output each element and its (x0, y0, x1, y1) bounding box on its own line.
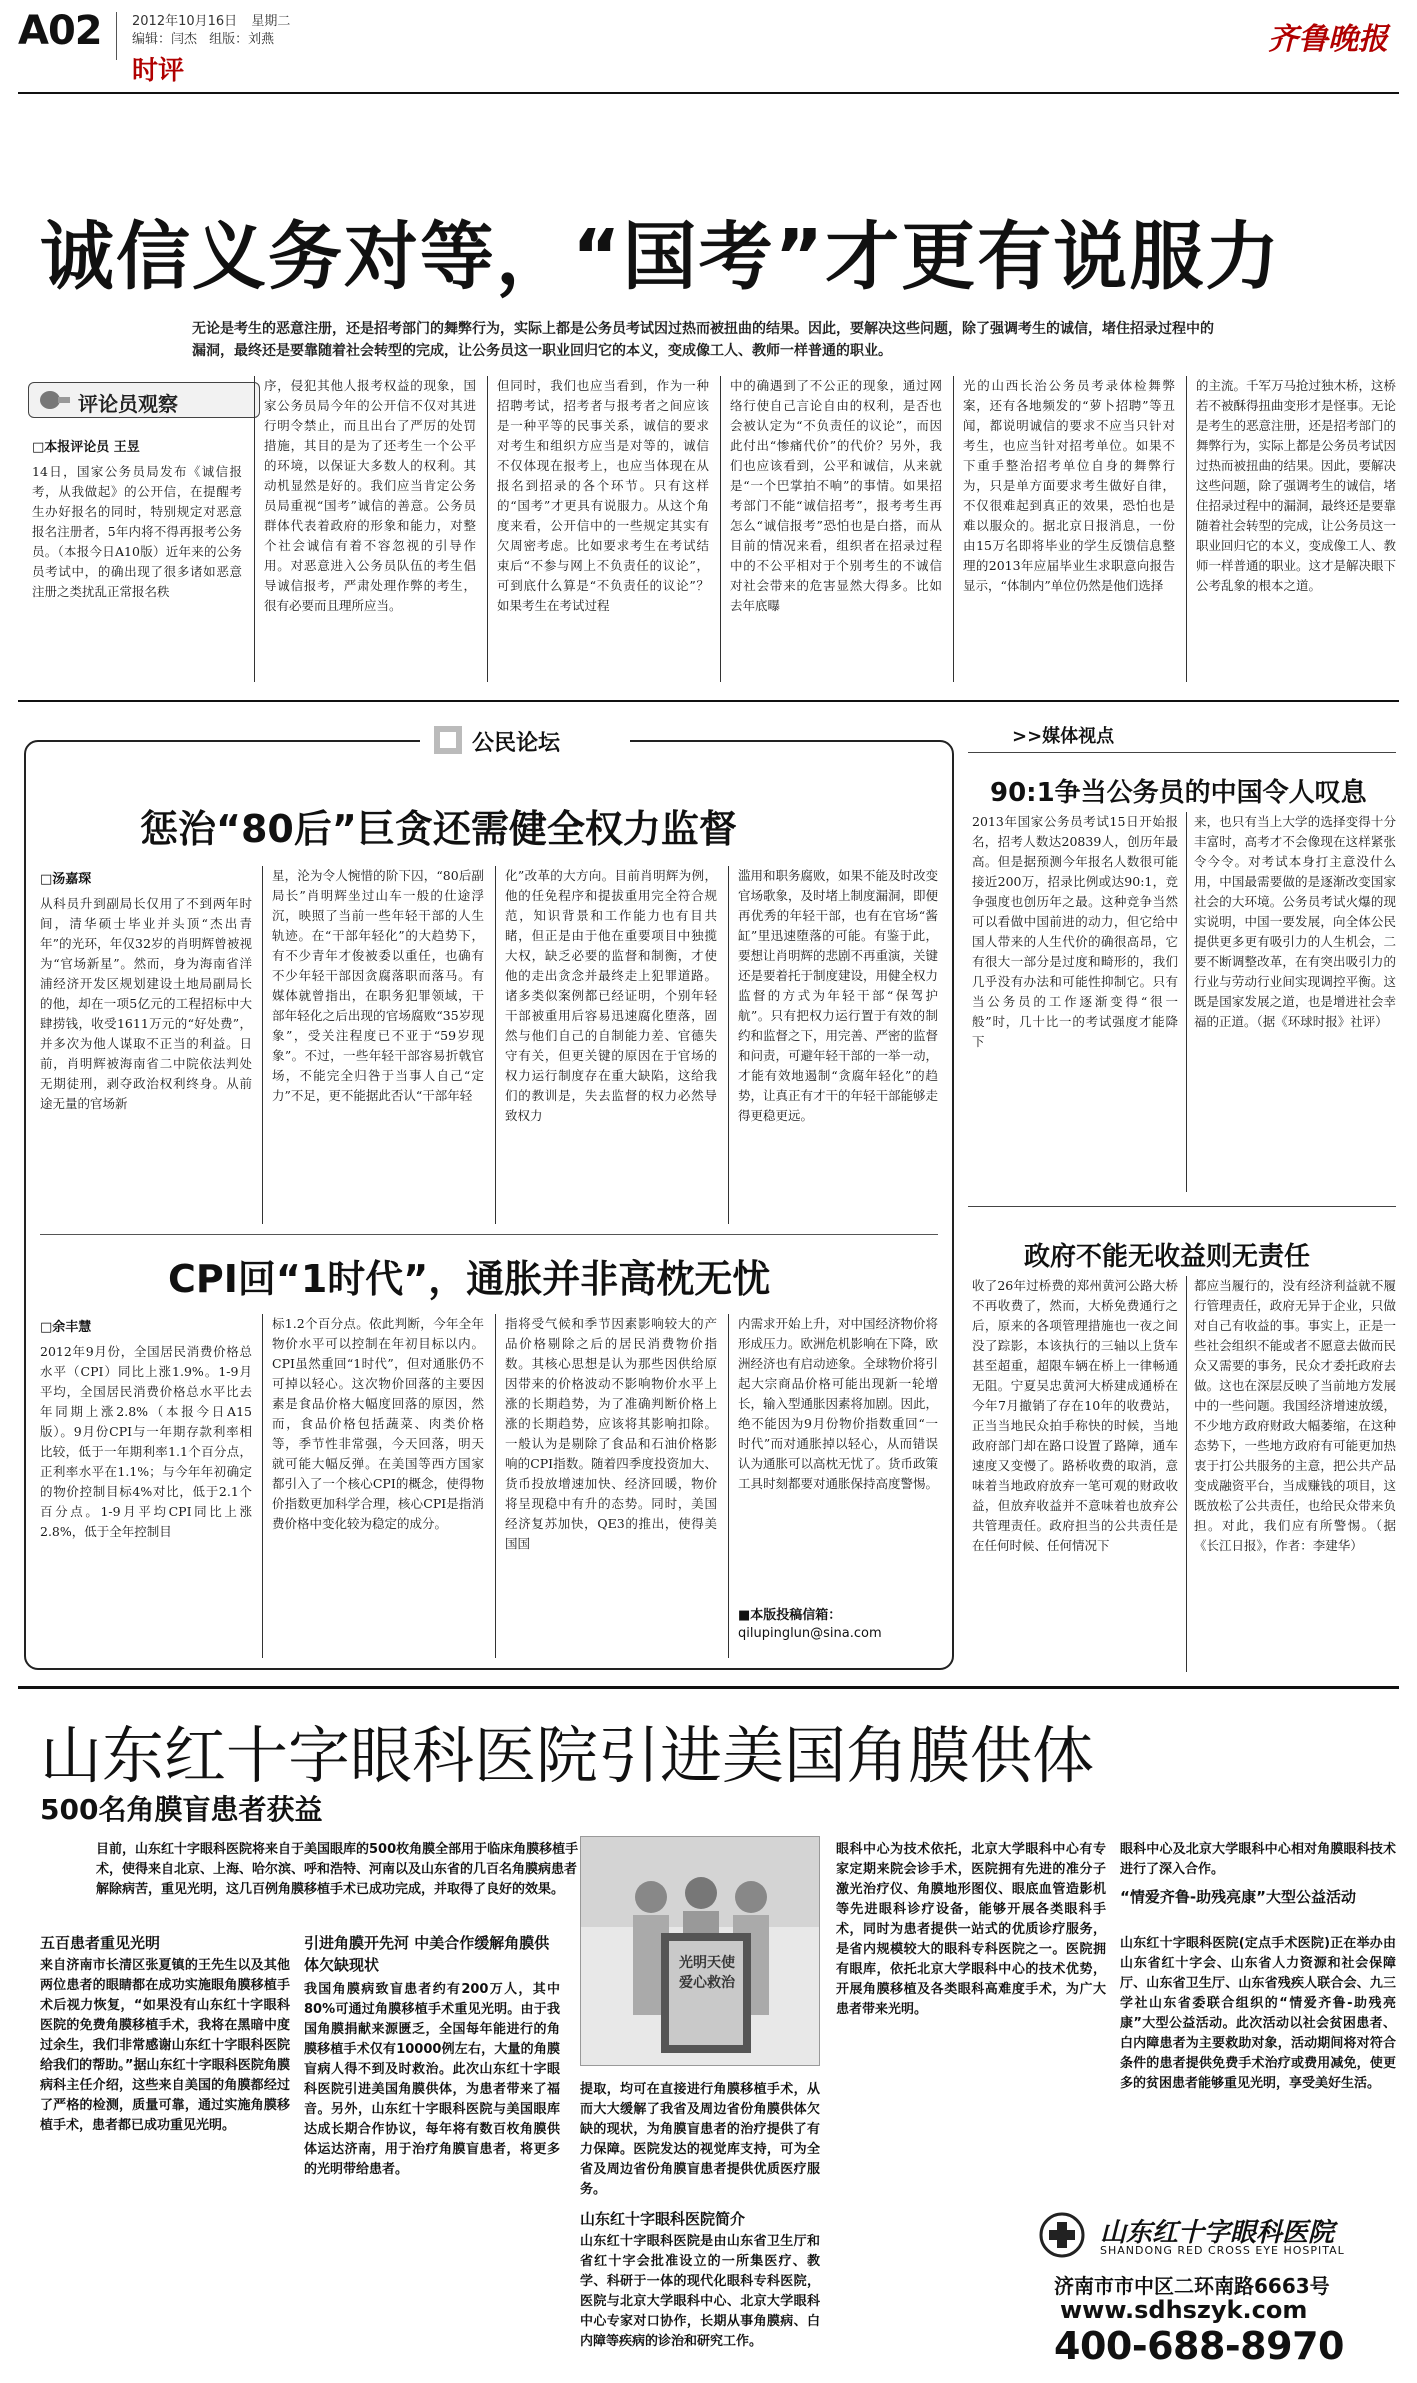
right-headline-1: 90:1争当公务员的中国令人叹息 (990, 778, 1367, 808)
lead-column-1: 14日，国家公务员局发布《诚信报考，从我做起》的公开信，在提醒考生办好报名的同时，特别规定对恶意报名注册者，5年内将不得再报考公务员。（本报今日A10版）近年来的公务员考试中，的确出现了很多诸如恶意注册之类扰乱正常报名秩 (32, 464, 242, 599)
ad-photo (580, 1836, 820, 2066)
people-icon (581, 1837, 820, 2066)
layout-editor: 组版：刘燕 (209, 32, 275, 47)
ad-subhead: 500名角膜盲患者获益 (40, 1793, 323, 1826)
forum-byline-2: □余丰慧 (40, 1320, 92, 1335)
ad-sub-4: “情爱齐鲁-助残亮康”大型公益活动 (1120, 1888, 1356, 1906)
ad-column-1: 来自济南市长清区张夏镇的王先生以及其他两位患者的眼睛都在成功实施眼角膜移植手术后视力恢复，“如果没有山东红十字眼科医院的免费角膜移植手术，我将在黑暗中度过余生，我们非常感谢山东红十字眼科医院给我们的帮助。”据山东红十字眼科医院角膜病科主任介绍，这些来自美国的角膜都经过了严格的检测，质量可靠，通过实施角膜移植手术，患者都已成功重见光明。 (40, 1958, 290, 2133)
right-a2-column-2: 都应当履行的，没有经济利益就不履行管理责任，政府无异于企业，只做对自己有收益的事。事实上，正是一些社会组织不能或者不愿意去做而民众又需要的事务，民众才委托政府去做。这也在深层反映了当前地方发展中的一些问题。我国经济增速放缓，不少地方政府财政大幅萎缩，在这种态势下，一些地方政府有可能更加热衷于打公共服务的主意，把公共产品变成融资平台，当成赚钱的项目，这既放松了公共责任，也给民众带来负担。对此，我们应有所警惕。（据《长江日报》，作者：李建华） (1194, 1278, 1396, 1553)
ad-sub-3: 山东红十字眼科医院简介 (580, 2210, 746, 2228)
ad-column-4: 眼科中心为技术依托，北京大学眼科中心有专家定期来院会诊手术，医院拥有先进的准分子激光治疗仪、角膜地形图仪、眼底血管造影机等先进眼科诊疗设备，能够开展各类眼科手术，同时为患者提供一站式的优质诊疗服务，是省内规模较大的眼科专科医院之一。医院拥有眼库，依托北京大学眼科中心的技术优势，开展角膜移植及各类眼科高难度手术，为广大患者带来光明。 (836, 1842, 1106, 2017)
weekday: 星期二 (251, 14, 291, 29)
forum-a2-column-3: 指将受气候和季节因素影响较大的产品价格剔除之后的居民消费物价指数。其核心思想是认为那些因供给原因带来的价格波动不影响物价水平上涨的长期趋势，为了准确判断价格上涨的长期趋势，应该将其影响扣除。一般认为是剔除了食品和石油价格影响的CPI指数。随着四季度投资加大、货币投放增速加快、经济回暖，物价将呈现稳中有升的态势。同时，美国经济复苏加快，QE3的推出，使得美国国 (505, 1316, 717, 1551)
media-view-label: >>媒体视点 (1012, 726, 1115, 747)
newspaper-logo: 齐鲁晚报 (1268, 22, 1388, 57)
lead-column-3: 但同时，我们也应当看到，作为一种招聘考试，招考者与报考者之间应该是一种平等的民事关系，诚信的要求对考生和组织方应当是对等的，诚信不仅体现在报考上，也应当体现在从报名到招录的各个环节。只有这样的“国考”才更具有说服力。从这个角度来看，公开信中的一些规定其实有欠周密考虑。比如要求考生在考试结束后“不参与网上不负责任的议论”，可到底什么算是“不负责任的议论”？如果考生在考试过程 (497, 378, 709, 613)
right-headline-2: 政府不能无收益则无责任 (1024, 1242, 1311, 1272)
right-a2-column-1: 收了26年过桥费的郑州黄河公路大桥不再收费了，然而，大桥免费通行之后，原来的各项管理措施也一夜之间没了踪影，本该执行的三轴以上货车甚至超重，超限车辆在桥上一律畅通无阻。宁夏吴忠黄河大桥建成通桥在今年7月撤销了存在10年的收费站，正当当地民众拍手称快的时候，当地政府部门却在路口设置了路障，通车速度又变慢了。路桥收费的取消，意味着当地政府放弃一笔可观的财政收益，但放弃收益并不意味着也放弃公共管理责任。政府担当的公共责任是在任何时候、任何情况下 (972, 1278, 1178, 1553)
ad-column-5b: 山东红十字眼科医院(定点手术医院)正在举办由山东省红十字会、山东省人力资源和社会保障厅、山东省卫生厅、山东省残疾人联合会、九三学社山东省委联合组织的“情爱齐鲁-助残亮康”大型公益活动。此次活动以社会贫困患者、白内障患者为主要救助对象，活动期间将对符合条件的患者提供免费手术治疗或费用减免，使更多的贫困患者能够重见光明，享受美好生活。 (1120, 1936, 1396, 2091)
contact-email[interactable]: qilupinglun@sina.com (738, 1626, 882, 1641)
editor-credits (132, 28, 274, 47)
hospital-website[interactable]: www.sdhszyk.com (1060, 2296, 1308, 2324)
section-title: 时评 (132, 56, 185, 86)
lead-column-5: 光的山西长治公务员考录体检舞弊案，还有各地频发的“萝卜招聘”等丑闻，都说明诚信的要求不应当只针对考生，也应当针对招考单位。如果不下重手整治招考单位自身的舞弊行为，只是单方面要求考生做好自律，不仅很难起到真正的效果，恐怕也是难以服众的。据北京日报消息，一份由15万名即将毕业的学生反馈信息整理的2013年应届毕业生求职意向报告显示，“体制内”单位仍然是他们选择 (963, 378, 1175, 593)
ad-sub-1: 五百患者重见光明 (40, 1934, 161, 1952)
forum-label: 公民论坛 (472, 731, 561, 756)
ad-column-5: 眼科中心及北京大学眼科中心相对角膜眼科技术进行了深入合作。 (1120, 1842, 1396, 1877)
ad-column-2: 我国角膜病致盲患者约有200万人，其中80%可通过角膜移植手术重见光明。由于我国角膜捐献来源匮乏，全国每年能进行的角膜移植手术仅有10000例左右，大量的角膜盲病人得不到及时救治。此次山东红十字眼科医院引进美国角膜供体，为患者带来了福音。另外，山东红十字眼科医院与美国眼库达成长期合作协议，每年将有数百枚角膜供体运达济南，用于治疗角膜盲患者，将更多的光明带给患者。 (304, 1982, 560, 2177)
lead-column-2: 序，侵犯其他人报考权益的现象，国家公务员局今年的公开信不仅对其进行明令禁止，而且出台了严厉的处罚措施，其目的是为了还考生一个公平的环境，以保证大多数人的权利。其动机显然是好的。我们应当肯定公务员局重视“国考”诚信的善意。公务员群体代表着政府的形象和能力，对整个社会诚信有着不容忽视的引导作用。对恶意进入公务员队伍的考生倡导诚信报考，严肃处理作弊的考生，很有必要而且理所应当。 (264, 378, 476, 613)
right-a1-column-1: 2013年国家公务员考试15日开始报名，招考人数达20839人，创历年最高。但是据预测今年报名人数很可能接近200万，招录比例或达90:1，竞争强度也创历年之最。这种竞争当然可以看做中国前进的动力，但它给中国人带来的人生代价的确很高昂，它有很大一部分是过度和畸形的，我们几乎没有办法和可能性抑制它。只有当公务员的工作逐渐变得“很一般”时，几十比一的考试强度才能降下 (972, 814, 1178, 1049)
photo-banner-text: 光明天使 爱心救治 (679, 1955, 735, 1991)
forum-a2-column-1: 2012年9月份，全国居民消费价格总水平（CPI）同比上涨1.9%。1-9月平均，全国居民消费价格总水平比去年同期上涨2.8%（本报今日A15版）。9月份CPI与一年期存款利率相比较，低于一年期利率1.1个百分点，正利率水平在1.1%；与今年年初确定的物价控制目标4%对比，低于2.1个百分点。1-9月平均CPI同比上涨2.8%，低于全年控制目 (40, 1344, 252, 1539)
forum-a1-column-4: 滥用和职务腐败，如果不能及时改变官场歌象，及时堵上制度漏洞，即便再优秀的年轻干部，也有在官场“酱缸”里迅速堕落的可能。有鉴于此，要想让肖明辉的悲剧不再重演，关键还是要着托于制度建设，用健全权力监督的方式为年轻干部“保驾护航”。只有把权力运行置于有效的制约和监督之下，用完善、严密的监督和问责，可避年轻干部的一举一动，才能有效地遏制“贪腐年轻化”的趋势，让真正有才干的年轻干部能够走得更稳更远。 (738, 868, 938, 1123)
column-label: 评论员观察 (78, 392, 178, 416)
date: 2012年10月16日 (132, 14, 238, 29)
lead-column-6: 的主流。千军万马抢过独木桥，这桥若不被酥得扭曲变形才是怪事。无论是考生的恶意注册，还是招考部门的舞弊行为，实际上都是公务员考试因过热而被扭曲的结果。因此，要解决这些问题，除了强调考生的诚信，堵住招录过程中的漏洞，最终还是要靠随着社会转型的完成，让公务员这一职业回归它的本义，变成像工人、教师一样普通的职业。这才是解决眼下公考乱象的根本之道。 (1196, 378, 1396, 593)
forum-a2-column-2: 标1.2个百分点。依此判断，今年全年物价水平可以控制在年初目标以内。CPI虽然重回“1时代”，但对通胀仍不可掉以轻心。这次物价回落的主要因素是食品价格大幅度回落的原因，然而，食品价格包括蔬菜、肉类价格等，季节性非常强，今天回落，明天就可能大幅反弹。在美国等西方国家都引入了一个核心CPI的概念，使得物价指数更加科学合理，核心CPI是指消费价格中变化较为稳定的成分。 (272, 1316, 484, 1531)
lead-headline: 诚信义务对等，“国考”才更有说服力 (40, 214, 1282, 300)
hospital-name-en: SHANDONG RED CROSS EYE HOSPITAL (1100, 2244, 1345, 2257)
editor: 编辑：闫杰 (132, 32, 198, 47)
ad-column-3b: 山东红十字眼科医院是由山东省卫生厅和省红十字会批准设立的一所集医疗、教学、科研于一体的现代化眼科专科医院，医院与北京大学眼科中心、北京大学眼科中心专家对口协作，长期从事角膜病、白内障等疾病的诊治和研究工作。 (580, 2234, 820, 2349)
contact-label: ■本版投稿信箱： (738, 1608, 842, 1623)
forum-headline-1: 惩治“80后”巨贪还需健全权力监督 (140, 807, 737, 851)
lead-column-4: 中的确遇到了不公正的现象，通过网络行使自己言论自由的权利，是否也会被认定为“不负责任的议论”，而因此付出“惨痛代价”的代价？另外，我们也应该看到，公平和诚信，从来就是“一个巴掌拍不响”的事情。如果招考部门不能“诚信招考”，报考考生再怎么“诚信报考”恐怕也是白搭，而从目前的情况来看，组织者在招录过程中的不公平相对于个别考生的不诚信对社会带来的危害显然大得多。比如去年底曝 (730, 378, 942, 613)
forum-a1-column-2: 星，沦为令人惋惜的阶下囚，“80后副局长”肖明辉坐过山车一般的仕途浮沉，映照了当前一些年轻干部的人生轨迹。在“干部年轻化”的大趋势下，有不少青年才俊被委以重任，也确有不少年轻干部因贪腐落职而落马。有媒体就曾指出，在职务犯罪领域，干部年轻化之后出现的官场腐败“35岁现象”，受关注程度已不亚于“59岁现象”。不过，一些年轻干部容易折戟官场，不能完全归咎于当事人自己“定力”不足，更不能据此否认“干部年轻 (272, 868, 484, 1103)
hospital-phone[interactable]: 400-688-8970 (1054, 2324, 1344, 2368)
lead-summary: 无论是考生的恶意注册，还是招考部门的舞弊行为，实际上都是公务员考试因过热而被扭曲的结果。因此，要解决这些问题，除了强调考生的诚信，堵住招录过程中的漏洞，最终还是要靠随着社会转型的完成，让公务员这一职业回归它的本义，变成像工人、教师一样普通的职业。 (192, 321, 1214, 359)
hospital-address: 济南市市中区二环南路6663号 (1054, 2274, 1330, 2298)
hospital-name: 山东红十字眼科医院 (1100, 2218, 1335, 2248)
microphone-icon (36, 388, 72, 412)
forum-a1-column-3: 化”改革的大方向。目前肖明辉为例，他的任免程序和提拔重用完全符合规范，知识背景和工作能力也有目共睹，但正是由于他在重要项目中独揽大权，缺乏必要的监督和制衡，才使他的走出贪念并最终走上犯罪道路。诸多类似案例都已经证明，个别年轻干部被重用后容易迅速腐化堕落，固然与他们自己的自制能力差、官德失守有关，但更关键的原因在于官场的权力运行制度存在重大缺陷，这给我们的教训是，失去监督的权力必然导致权力 (505, 868, 717, 1123)
forum-a2-column-4: 内需求开始上升，对中国经济物价将形成压力。欧洲危机影响在下降，欧洲经济也有启动迹象。全球物价将引起大宗商品价格可能出现新一轮增长，输入型通胀因素将加剧。因此，绝不能因为9月份物价指数重回“一时代”而对通胀掉以轻心，从而错误认为通胀可以高枕无忧了。货币政策工具时刻都要对通胀保持高度警惕。 (738, 1316, 938, 1491)
ad-sub-2: 引进角膜开先河 中美合作缓解角膜供体欠缺现状 (304, 1934, 550, 1974)
lead-byline: □本报评论员 王昱 (32, 440, 140, 455)
issue-date (132, 10, 290, 29)
ad-intro: 目前，山东红十字眼科医院将来自于美国眼库的500枚角膜全部用于临床角膜移植手术，使得来自北京、上海、哈尔滨、呼和浩特、河南以及山东省的几百名角膜病患者解除病苦，重见光明，这几百例角膜移植手术已成功完成，并取得了良好的效果。 (96, 1842, 579, 1897)
page-number: A02 (18, 8, 102, 54)
right-a1-column-2: 来，也只有当上大学的选择变得十分丰富时，高考才不会像现在这样紧张令今令。对考试本身打主意没什么用，中国最需要做的是逐渐改变国家社会的大环境。公务员考试火爆的现实说明，中国一要发展，向全体公民提供更多更有吸引力的人生机会，二要不断调整改革，在有突出吸引力的行业与劳动行业间实现调控平衡。这既是国家发展之道，也是增进社会幸福的正道。（据《环球时报》社评） (1194, 814, 1396, 1029)
hospital-logo-icon (1030, 2212, 1094, 2258)
ad-headline: 山东红十字眼科医院引进美国角膜供体 (40, 1719, 1095, 1792)
forum-byline-1: □汤嘉琛 (40, 872, 92, 887)
ad-column-3: 提取，均可在直接进行角膜移植手术，从而大大缓解了我省及周边省份角膜供体欠缺的现状，为角膜盲患者的治疗提供了有力保障。医院发达的视觉库支持，可为全省及周边省份角膜盲患者提供优质医疗服务。 (580, 2082, 820, 2197)
forum-a1-column-1: 从科员升到副局长仅用了不到两年时间，清华硕士毕业并头顶“杰出青年”的光环，年仅32岁的肖明辉曾被视为“官场新星”。然而，身为海南省洋浦经济开发区规划建设土地局副局长的他，却在一项5亿元的工程招标中大肆捞钱，收受1611万元的“好处费”，并多次为他人谋取不正当的利益。日前，肖明辉被海南省二中院依法判处无期徒刑，剥夺政治权利终身。从前途无量的官场新 (40, 896, 252, 1111)
forum-logo-icon (432, 724, 464, 756)
forum-headline-2: CPI回“1时代”，通胀并非高枕无忧 (168, 1257, 771, 1301)
